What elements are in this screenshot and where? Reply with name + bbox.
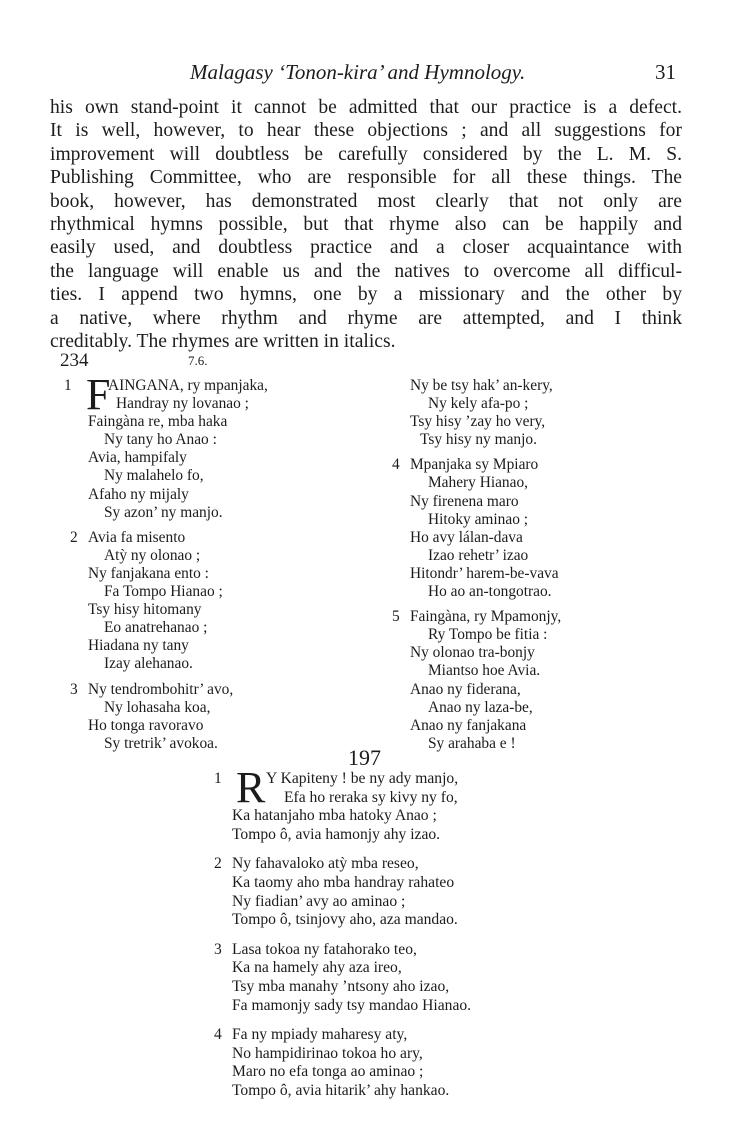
verse-line: Tompo ô, avia hitarik’ ahy hankao. — [232, 1081, 450, 1099]
verse-line: Ny malahelo fo, — [104, 467, 204, 485]
verse-line: Efa ho reraka sy kivy ny fo, — [284, 788, 458, 806]
verse-line: Izay alehanao. — [104, 655, 193, 673]
verse-line: Afaho ny mijaly — [88, 485, 189, 503]
verse-line: Maro no efa tonga ao aminao ; — [232, 1063, 424, 1081]
verse-line: Mahery Hianao, — [428, 474, 529, 492]
verse-line: Miantso hoe Avia. — [428, 662, 541, 680]
verse-line: Ny tendrombohitr’ avo, — [88, 680, 234, 698]
stanza-4 — [392, 456, 692, 601]
stanza-number: 4 — [214, 1026, 222, 1044]
verse-line: Ny be tsy hak’ an-kery, — [410, 377, 553, 394]
verse-line: Tsy hisy ny manjo. — [420, 431, 537, 449]
stanza-4 — [214, 1026, 574, 1100]
verse-line: Hitoky aminao ; — [428, 510, 529, 528]
verse-line: Ny tany ho Anao : — [104, 431, 217, 449]
verse-line: Ka taomy aho mba handray rahateo — [232, 873, 455, 891]
verse-line: Ho ao an-tongotrao. — [428, 583, 552, 601]
hymn-197-number: 197 — [348, 745, 381, 770]
hymn-197 — [214, 763, 574, 1112]
verse-line: Ny fanjakana ento : — [88, 564, 209, 582]
hymn-234-right-column — [392, 377, 692, 760]
body-paragraph — [50, 96, 682, 353]
stanza-1-continued — [392, 377, 692, 449]
verse-line: Anao ny laza-be, — [428, 698, 533, 716]
verse-line: No hampidirinao tokoa ho ary, — [232, 1044, 423, 1062]
verse-line: Lasa tokoa ny fatahorako teo, — [232, 940, 417, 958]
verse-line: Fa Tompo Hianao ; — [104, 583, 223, 601]
stanza-2 — [64, 529, 364, 674]
verse-line: Ho avy lálan-dava — [410, 528, 523, 546]
stanza-number: 3 — [70, 680, 78, 698]
verse-line: Sy arahaba e ! — [428, 734, 516, 752]
verse-line: Tsy hisy hitomany — [88, 601, 202, 619]
body-line: easily used, and doubtless practice and a closer acquaintance with — [50, 237, 682, 259]
stanza-number: 1 — [64, 377, 72, 394]
verse-line: Ny fahavaloko atỳ mba reseo, — [232, 855, 419, 873]
body-line: the language will enable us and the natives to overcome all difficul- — [50, 260, 682, 282]
body-line: a native, where rhythm and rhyme are attempted, and I think — [50, 307, 682, 329]
stanza-3 — [214, 941, 574, 1015]
verse-line: Fa mamonjy sady tsy mandao Hianao. — [232, 996, 472, 1014]
verse-line: Ho tonga ravoravo — [88, 716, 204, 734]
verse-line: Faingàna re, mba haka — [88, 413, 228, 431]
body-line: It is well, however, to hear these objections ; and all suggestions for — [50, 120, 682, 142]
verse-line: Eo anatrehanao ; — [104, 619, 208, 637]
verse-line: Sy azon’ ny manjo. — [104, 503, 223, 521]
body-line: ties. I append two hymns, one by a missionary and the other by — [50, 284, 682, 306]
body-line: book, however, has demonstrated most clearly that not only are — [50, 190, 682, 212]
running-title: Malagasy ‘Tonon-kira’ and Hymnology. — [190, 60, 526, 84]
body-line: his own stand-point it cannot be admitted that our practice is a defect. — [50, 97, 682, 118]
verse-line: Tsy hisy ’zay ho very, — [410, 413, 546, 431]
stanza-number: 2 — [70, 528, 78, 546]
verse-line: Ny olonao tra-bonjy — [410, 644, 535, 662]
verse-line: Ny firenena maro — [410, 492, 519, 510]
running-head — [0, 60, 731, 90]
hymn-meter: 7.6. — [188, 353, 208, 368]
verse-line: Sy tretrik’ avokoa. — [104, 734, 218, 752]
verse-line: Izao rehetr’ izao — [428, 546, 529, 564]
stanza-number: 1 — [214, 770, 222, 787]
verse-line: Ka hatanjaho mba hatoky Anao ; — [232, 807, 437, 825]
verse-line: Hiadana ny tany — [88, 637, 189, 655]
stanza-2 — [214, 855, 574, 929]
verse-line: Ry Tompo be fitia : — [428, 626, 548, 644]
body-line: improvement will doubtless be carefully considered by the L. M. S. — [50, 143, 682, 165]
verse-line: Tsy mba manahy ’ntsony aho izao, — [232, 977, 450, 995]
stanza-number: 2 — [214, 855, 222, 873]
stanza-5 — [392, 608, 692, 753]
verse-line: Hitondr’ harem-be-vava — [410, 564, 559, 582]
stanza-1 — [214, 763, 574, 844]
verse-line: Anao ny fiderana, — [410, 680, 521, 698]
verse-line: AINGANA, ry mpanjaka, — [108, 377, 268, 394]
verse-line: Fa ny mpiady maharesy aty, — [232, 1026, 408, 1044]
page-number: 31 — [655, 60, 676, 84]
verse-line: Tompo ô, tsinjovy aho, aza mandao. — [232, 911, 458, 929]
stanza-number: 4 — [392, 456, 400, 474]
drop-cap: R — [236, 763, 266, 812]
verse-line: Ny kely afa-po ; — [428, 395, 529, 413]
verse-line: Tompo ô, avia hamonjy ahy izao. — [232, 825, 441, 843]
body-line: Publishing Committee, who are responsible for all these things. The — [50, 167, 682, 189]
hymn-234-left-column — [64, 370, 364, 760]
verse-line: Avia fa misento — [88, 528, 186, 546]
stanza-1 — [64, 370, 364, 522]
stanza-3 — [64, 681, 364, 753]
verse-line: Ny lohasaha koa, — [104, 698, 211, 716]
verse-line: Atỳ ny olonao ; — [104, 546, 201, 564]
hymn-number: 234 — [60, 350, 89, 371]
verse-line: Faingàna, ry Mpamonjy, — [410, 608, 562, 626]
verse-line: Anao ny fanjakana — [410, 716, 527, 734]
body-line: creditably. The rhymes are written in italics. — [50, 331, 396, 353]
body-line: rhythmical hymns possible, but that rhyme also can be happily and — [50, 214, 682, 236]
verse-line: Avia, hampifaly — [88, 449, 187, 467]
verse-line: Handray ny lovanao ; — [116, 395, 249, 413]
verse-line: Mpanjaka sy Mpiaro — [410, 456, 539, 474]
drop-cap: F — [86, 370, 111, 419]
stanza-number: 5 — [392, 608, 400, 626]
verse-line: Ny fiadian’ avy ao aminao ; — [232, 892, 406, 910]
stanza-number: 3 — [214, 940, 222, 958]
verse-line: Ka na hamely ahy aza ireo, — [232, 959, 402, 977]
verse-line: Y Kapiteny ! be ny ady manjo, — [266, 770, 459, 787]
